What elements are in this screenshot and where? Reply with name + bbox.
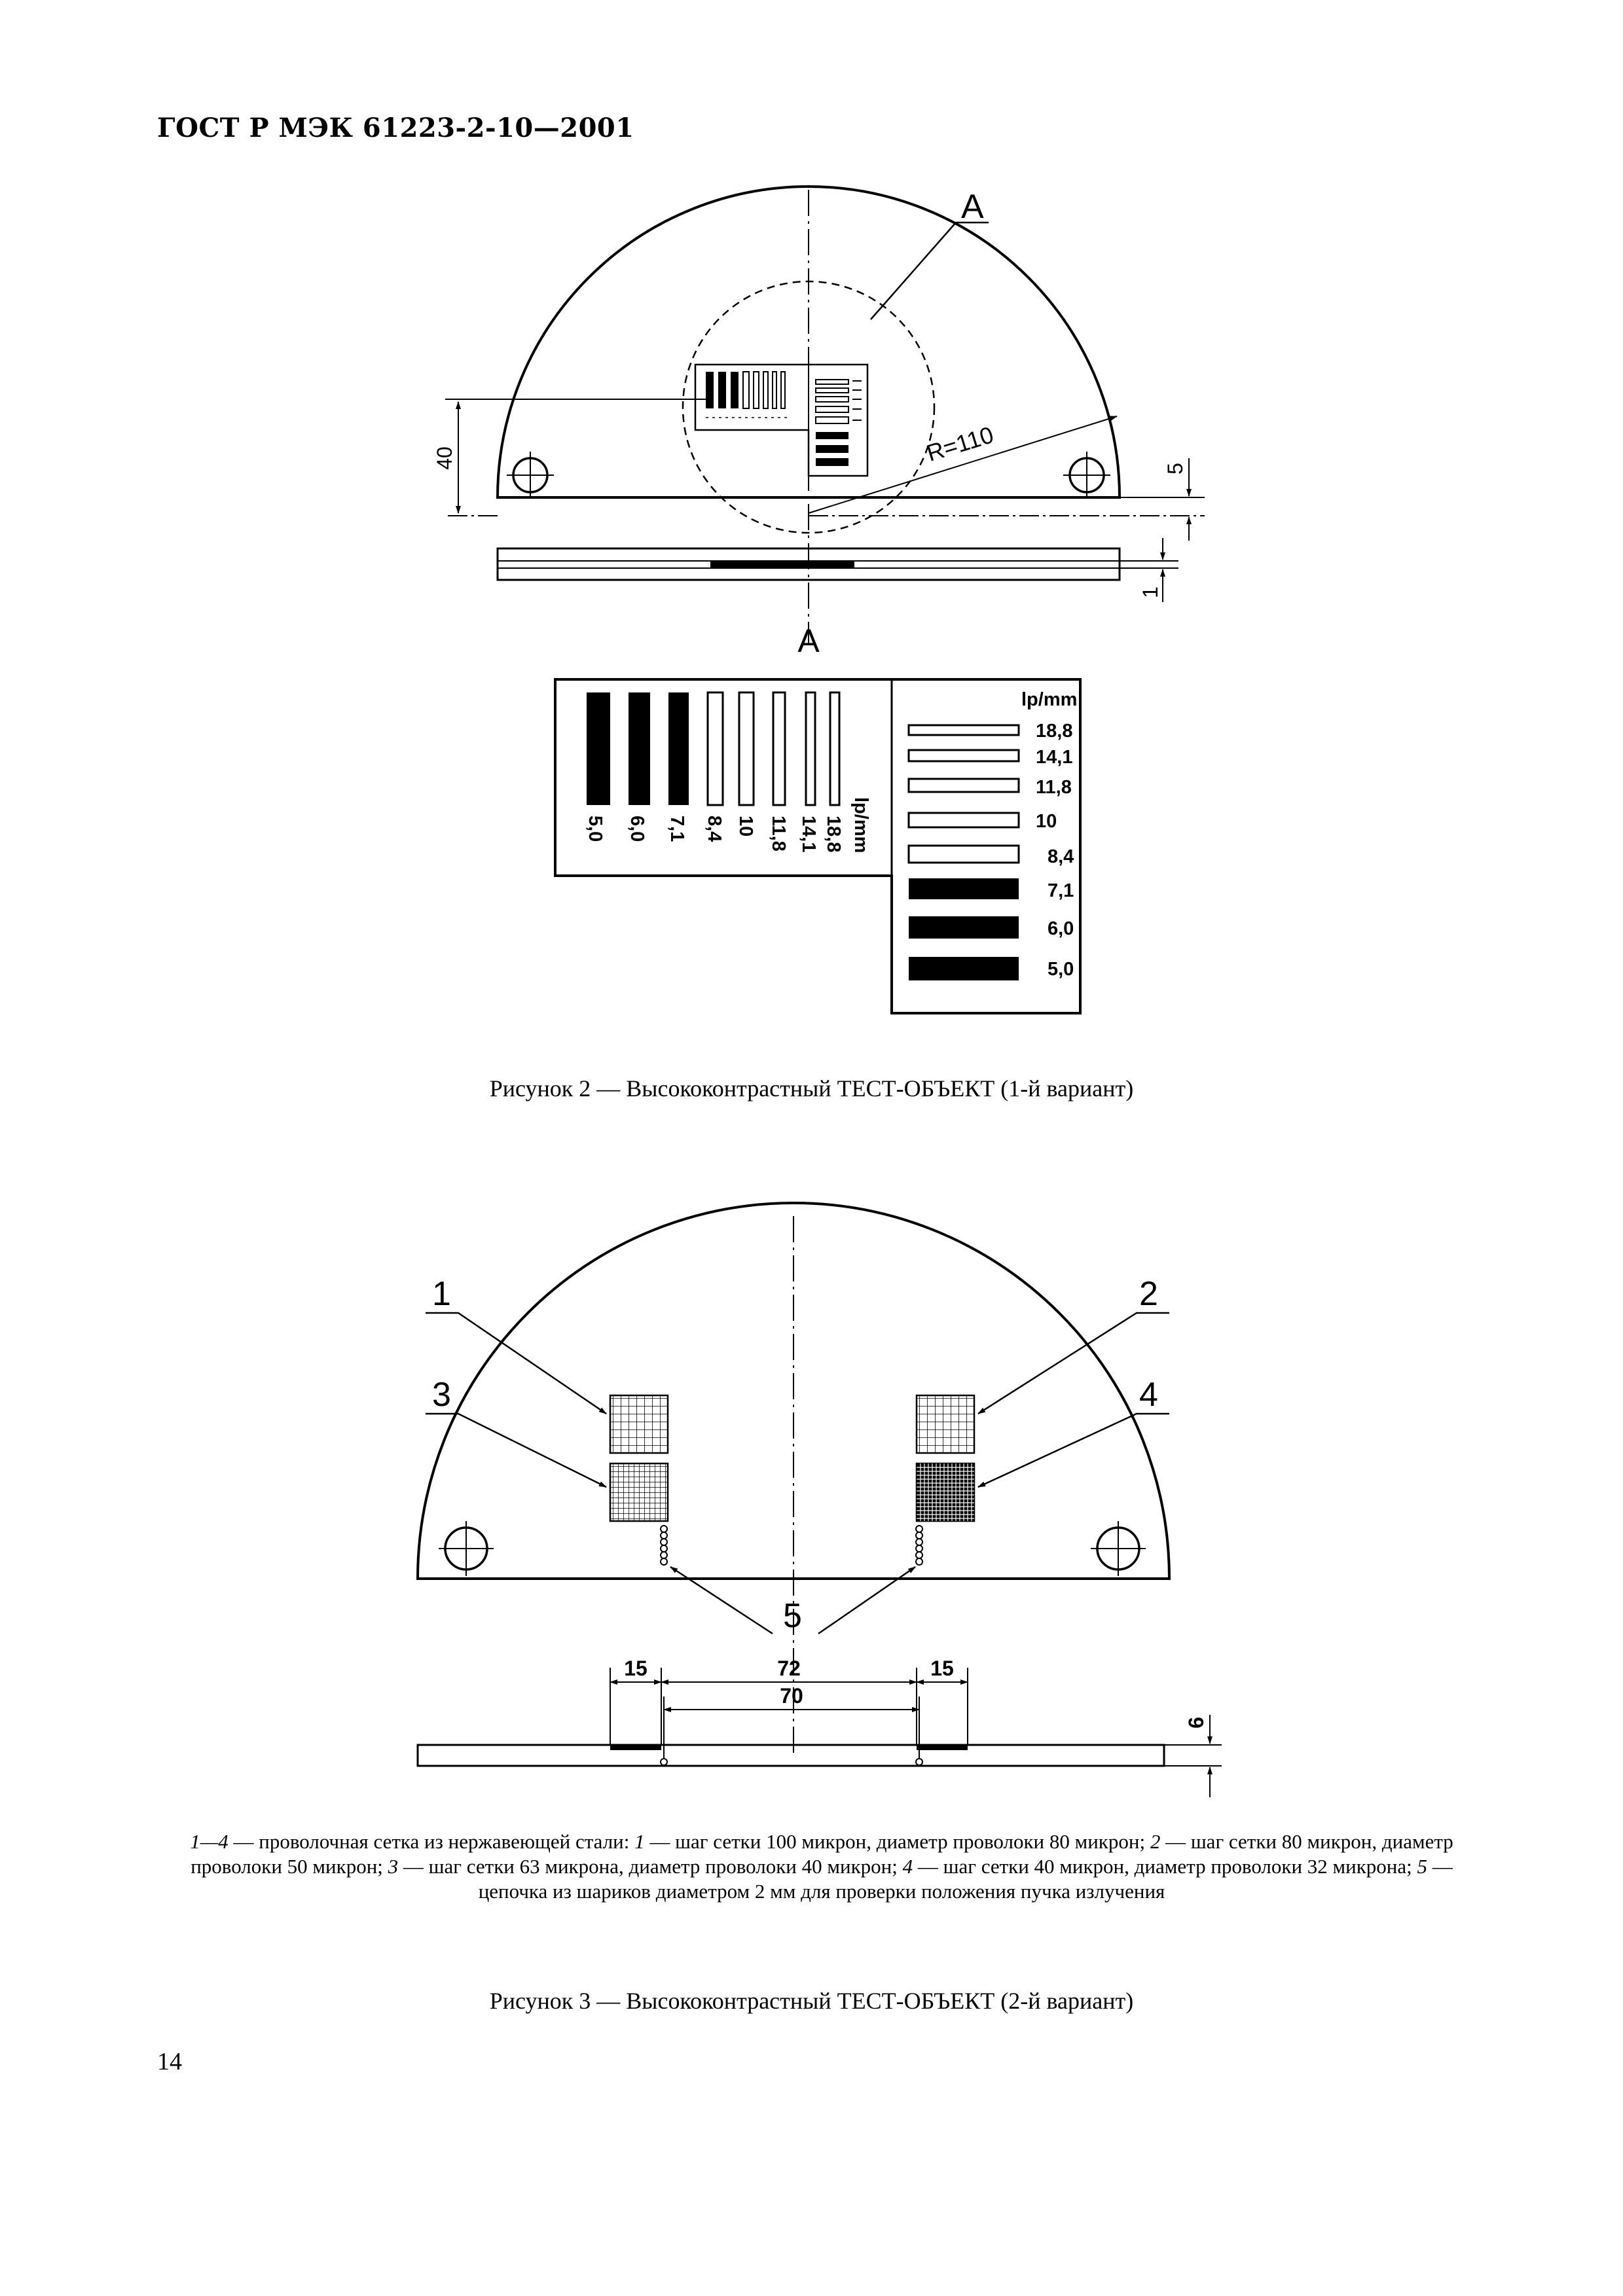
hbar-11-8: [909, 779, 1019, 792]
document-header: ГОСТ Р МЭК 61223-2-10—2001: [157, 113, 634, 143]
vbar-label-8-4: 8,4: [704, 816, 725, 842]
hbar-label-18-8: 18,8: [1036, 721, 1073, 742]
dim-70: 70: [780, 1684, 803, 1708]
legend-text-2: — шаг сетки 80 микрон, диаметр проволоки 50 микрон;: [191, 1830, 1453, 1878]
figure-3-caption: Рисунок 3 — Высококонтрастный ТЕСТ-ОБЪЕКТ (2-й вариант): [489, 1988, 1134, 2014]
bead-chain-right: [916, 1526, 922, 1565]
mounting-hole-left-2: [439, 1521, 494, 1576]
dim-15-right: 15: [930, 1657, 954, 1680]
vbar-7-1: [668, 692, 689, 805]
callout-1: 1: [432, 1275, 451, 1313]
hbar-label-8-4: 8,4: [1048, 846, 1074, 867]
dim-6: 6: [1184, 1717, 1208, 1729]
legend-num-5: 5: [1417, 1855, 1428, 1878]
detail-view-label: A: [797, 622, 820, 659]
figure-3-drawing: [418, 1203, 1222, 1797]
callout-2: 2: [1139, 1275, 1158, 1313]
vbar-label-6-0: 6,0: [627, 816, 647, 842]
mesh-3: [610, 1463, 668, 1521]
view-label-a: A: [961, 188, 984, 226]
hbar-label-6-0: 6,0: [1048, 918, 1074, 939]
detail-test-pattern: [555, 679, 1080, 1013]
dim-40-label: 40: [433, 446, 456, 470]
mesh-1: [610, 1395, 668, 1453]
callout-4: 4: [1139, 1376, 1158, 1414]
figure-2-drawing: [433, 187, 1205, 1013]
hbar-5-0: [909, 957, 1019, 980]
callout-5: 5: [783, 1597, 802, 1635]
legend-text-3: — шаг сетки 63 микрона, диаметр проволоки 40 микрон;: [398, 1855, 903, 1878]
hbar-label-7-1: 7,1: [1048, 880, 1074, 901]
mounting-hole-right-2: [1091, 1521, 1146, 1576]
vbar-11-8: [773, 692, 785, 805]
vbar-6-0: [629, 692, 650, 805]
mounting-hole-right: [1063, 452, 1110, 499]
legend-text-5: — цепочка из шариков диаметром 2 мм для проверки положения пучка излучения: [478, 1855, 1453, 1903]
vbar-unit-label: lp/mm: [850, 797, 871, 853]
vbar-label-11-8: 11,8: [768, 816, 789, 852]
hbar-label-11-8: 11,8: [1036, 777, 1072, 798]
legend-text-0: — проволочная сетка из нержавеющей стали:: [228, 1830, 635, 1853]
mesh-strip-left: [610, 1745, 661, 1750]
side-view-plate-2: [418, 1745, 1164, 1766]
vbar-14-1: [806, 692, 815, 805]
callout-3: 3: [432, 1376, 451, 1414]
legend-num-3: 3: [388, 1855, 399, 1878]
legend-num-2: 2: [1150, 1830, 1161, 1853]
vbar-18-8: [830, 692, 839, 805]
hbar-label-14-1: 14,1: [1036, 747, 1073, 768]
vbar-8-4: [708, 692, 723, 805]
vbar-label-5-0: 5,0: [585, 816, 606, 842]
legend-range: 1—4: [190, 1830, 228, 1853]
mesh-2: [917, 1395, 974, 1453]
vbar-label-10: 10: [735, 816, 756, 837]
figure-2-caption: Рисунок 2 — Высококонтрастный ТЕСТ-ОБЪЕКТ (1-й вариант): [489, 1075, 1134, 1102]
legend-text-1: — шаг сетки 100 микрон, диаметр проволоки 80 микрон;: [644, 1830, 1150, 1853]
vbar-5-0: [587, 692, 610, 805]
legend-num-4: 4: [902, 1855, 913, 1878]
hbar-unit-label: lp/mm: [1021, 689, 1078, 710]
radius-label: R=110: [923, 421, 997, 467]
hbar-7-1: [909, 878, 1019, 899]
vbar-label-7-1: 7,1: [666, 816, 687, 842]
hbar-6-0: [909, 916, 1019, 939]
hbar-10: [909, 813, 1019, 827]
dim-15-left: 15: [624, 1657, 647, 1680]
dim-72: 72: [777, 1657, 801, 1680]
vbar-label-18-8: 18,8: [823, 816, 844, 853]
dim-1-label: 1: [1139, 586, 1162, 598]
legend-text-4: — шаг сетки 40 микрон, диаметр проволоки 32 микрона;: [913, 1855, 1417, 1878]
mounting-hole-left: [507, 452, 554, 499]
detail-leader: [871, 223, 989, 319]
hbar-8-4: [909, 846, 1019, 863]
vbar-label-14-1: 14,1: [798, 816, 819, 853]
hbar-18-8: [909, 725, 1019, 735]
legend-num-1: 1: [634, 1830, 645, 1853]
mini-test-pattern: [695, 365, 867, 476]
vbar-10: [739, 692, 754, 805]
hbar-14-1: [909, 750, 1019, 761]
figure-3-legend: [157, 1829, 1486, 1904]
dim-5-label: 5: [1163, 463, 1187, 475]
bead-chain-left: [661, 1526, 667, 1565]
hbar-label-5-0: 5,0: [1048, 959, 1074, 980]
hbar-label-10: 10: [1036, 811, 1057, 832]
mesh-strip-right: [917, 1745, 968, 1750]
mesh-4: [917, 1463, 974, 1521]
page-number: 14: [157, 2048, 182, 2075]
